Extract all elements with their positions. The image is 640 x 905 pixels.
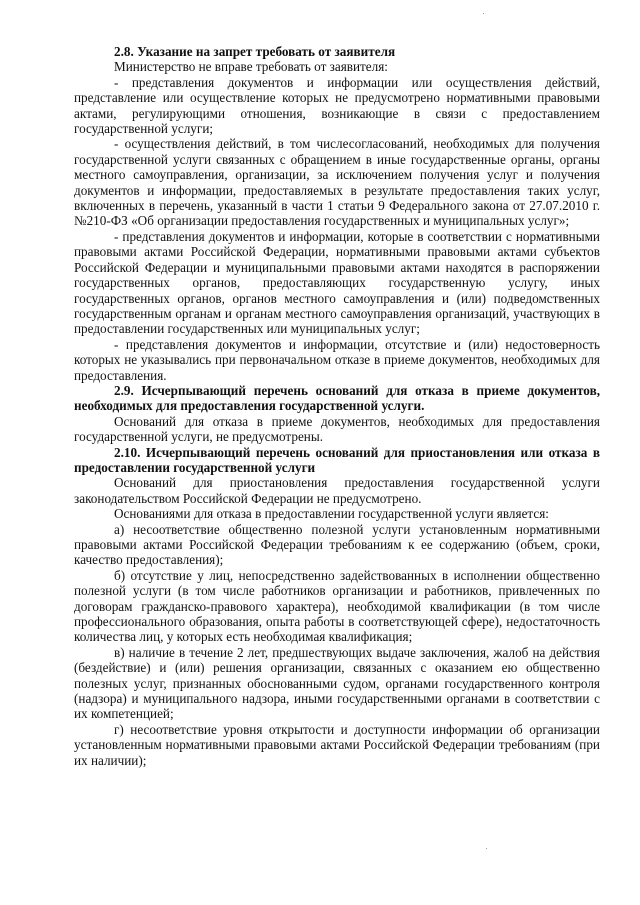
section-2-10-item-v: в) наличие в течение 2 лет, предшествующих выдаче заключения, жалоб на действия (бездействие) и (или) решения организации, связанных с оказанием ею общественно полезных услуг, признанных обоснованными судом, органами государственного контроля (надзора) и муниципального надзора, иными государственными органами в соответствии с их компетенцией; xyxy=(74,644,600,722)
section-2-8-item: - представления документов и информации, отсутствие и (или) недостоверность которых не указывались при первоначальном отказе в приеме документов, необходимых для предоставления. xyxy=(74,336,600,383)
document-page xyxy=(74,44,600,768)
section-2-10-item-g: г) несоответствие уровня открытости и доступности информации об организации установленным нормативными правовыми актами Российской Федерации требованиям (при их наличии); xyxy=(74,721,600,768)
section-2-10-item-a: а) несоответствие общественно полезной услуги установленным нормативными правовыми актами Российской Федерации требованиям к ее содержанию (объем, сроки, качество предоставления); xyxy=(74,521,600,568)
section-2-10-paragraph: Оснований для приостановления предоставления государственной услуги законодательством Российской Федерации не предусмотрено. xyxy=(74,475,600,506)
section-2-9-heading: 2.9. Исчерпывающий перечень оснований для отказа в приеме документов, необходимых для предоставления государственной услуги. xyxy=(74,382,600,414)
section-2-8-heading: 2.8. Указание на запрет требовать от заявителя xyxy=(114,44,396,59)
section-2-10-item-b: б) отсутствие у лиц, непосредственно задействованных в исполнении общественно полезной услуги (в том числе работников организации и работников, привлеченных по договорам гражданско-правового характера), необходимой квалификации (в том числе профессионального образования, опыта работы в соответствующей сфере), недостаточность количества лиц, у которых есть необходимая квалификация; xyxy=(74,567,600,645)
scan-speck xyxy=(486,848,487,849)
section-2-9-text: Оснований для отказа в приеме документов, необходимых для предоставления государственной услуги, не предусмотрены. xyxy=(74,413,600,445)
section-2-8-item: - представления документов и информации или осуществления действий, представление или осуществление которых не предусмотрено нормативными правовыми актами, регулирующими отношения, возникающие в связи с предоставлением государственной услуги; xyxy=(74,74,600,137)
section-2-10-heading: 2.10. Исчерпывающий перечень оснований для приостановления или отказа в предоставлении государственной услуги xyxy=(74,444,600,475)
section-2-8-item: - осуществления действий, в том числесогласований, необходимых для получения государственной услуги связанных с обращением в иные государственные органы, органы местного самоуправления, организации, за исключением получения услуг и получения документов и информации, предоставляемых в результате предоставления таких услуг, включенных в перечень, указанный в части 1 статьи 9 Федерального закона от 27.07.2010 г. №210-ФЗ «Об организации предоставления государственных и муниципальных услуг»; xyxy=(74,136,600,229)
section-2-8-item: - представления документов и информации, которые в соответствии с нормативными правовыми актами Российской Федерации, нормативными правовыми актами субъектов Российской Федерации и муниципальными правовыми актами находятся в распоряжении государственных органов, предоставляющих государственную услугу, иных государственных органов, органов местного самоуправления и (или) подведомственных государственным органам и органам местного самоуправления организаций, участвующих в предоставлении государственных или муниципальных услуг; xyxy=(74,228,600,337)
scan-speck xyxy=(483,13,484,14)
section-2-10-paragraph: Основаниями для отказа в предоставлении государственной услуги является: xyxy=(114,506,549,522)
section-2-8-intro: Министерство не вправе требовать от заявителя: xyxy=(114,59,388,75)
